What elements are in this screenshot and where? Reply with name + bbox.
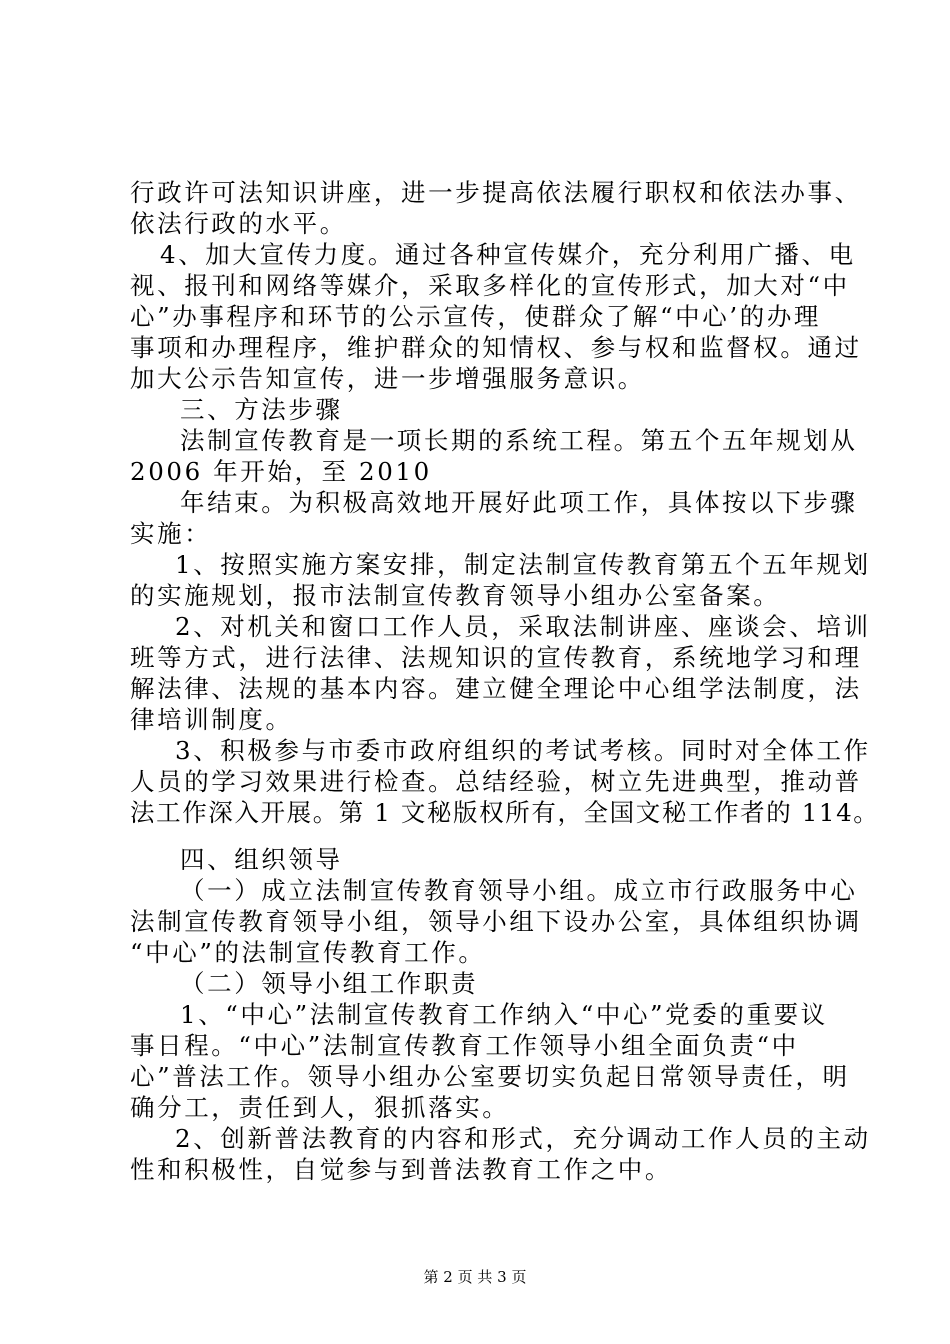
page-footer: 第 2 页 共 3 页 xyxy=(423,1268,527,1286)
body-line: 2、对机关和窗口工作人员，采取法制讲座、座谈会、培训 xyxy=(175,612,871,641)
body-line: 心”办事程序和环节的公示宣传，使群众了解“中心’的办理 xyxy=(130,302,822,331)
body-line: 的实施规划，报市法制宣传教育领导小组办公室备案。 xyxy=(130,581,781,610)
body-line: 性和积极性，自觉参与到普法教育工作之中。 xyxy=(130,1155,672,1184)
body-line: 行政许可法知识讲座，进一步提高依法履行职权和依法办事、 xyxy=(130,178,862,207)
body-line: 确分工，责任到人，狠抓落实。 xyxy=(130,1093,510,1122)
body-line: 心”普法工作。领导小组办公室要切实负起日常领导责任，明 xyxy=(130,1062,850,1091)
body-line: 解法律、法规的基本内容。建立健全理论中心组学法制度，法 xyxy=(130,674,862,703)
body-line: 加大公示告知宣传，进一步增强服务意识。 xyxy=(130,364,645,393)
body-line: 法工作深入开展。第 1 文秘版权所有，全国文秘工作者的 114。 xyxy=(130,798,880,827)
body-line: 法制宣传教育是一项长期的系统工程。第五个五年规划从 xyxy=(180,426,858,455)
body-line: （一）成立法制宣传教育领导小组。成立市行政服务中心 xyxy=(180,876,858,905)
body-line: 法制宣传教育领导小组，领导小组下设办公室，具体组织协调 xyxy=(130,907,862,936)
body-line: 依法行政的水平。 xyxy=(130,209,347,238)
body-line: 视、报刊和网络等媒介，采取多样化的宣传形式，加大对“中 xyxy=(130,271,850,300)
section-heading: 三、方法步骤 xyxy=(180,395,343,424)
body-line: 班等方式，进行法律、法规知识的宣传教育，系统地学习和理 xyxy=(130,643,862,672)
body-line: “中心”的法制宣传教育工作。 xyxy=(130,938,486,967)
subsection-heading: （二）领导小组工作职责 xyxy=(180,969,479,998)
body-line: 2006 年开始，至 2010 xyxy=(130,457,432,486)
body-line: 2、创新普法教育的内容和形式，充分调动工作人员的主动 xyxy=(175,1124,871,1153)
body-line: 1、按照实施方案安排，制定法制宣传教育第五个五年规划 xyxy=(175,550,871,579)
body-line: 年结束。为积极高效地开展好此项工作，具体按以下步骤 xyxy=(180,488,858,517)
body-line: 人员的学习效果进行检查。总结经验，树立先进典型，推动普 xyxy=(130,767,862,796)
section-heading: 四、组织领导 xyxy=(180,845,343,874)
body-line: 实施： xyxy=(130,519,212,548)
body-line: 4、加大宣传力度。通过各种宣传媒介，充分利用广播、电 xyxy=(160,240,856,269)
body-line: 律培训制度。 xyxy=(130,705,293,734)
body-line: 1、“中心”法制宣传教育工作纳入“中心”党委的重要议 xyxy=(180,1000,828,1029)
body-line: 事日程。“中心”法制宣传教育工作领导小组全面负责“中 xyxy=(130,1031,799,1060)
body-line: 3、积极参与市委市政府组织的考试考核。同时对全体工作 xyxy=(175,736,871,765)
body-line: 事项和办理程序，维护群众的知情权、参与权和监督权。通过 xyxy=(130,333,862,362)
